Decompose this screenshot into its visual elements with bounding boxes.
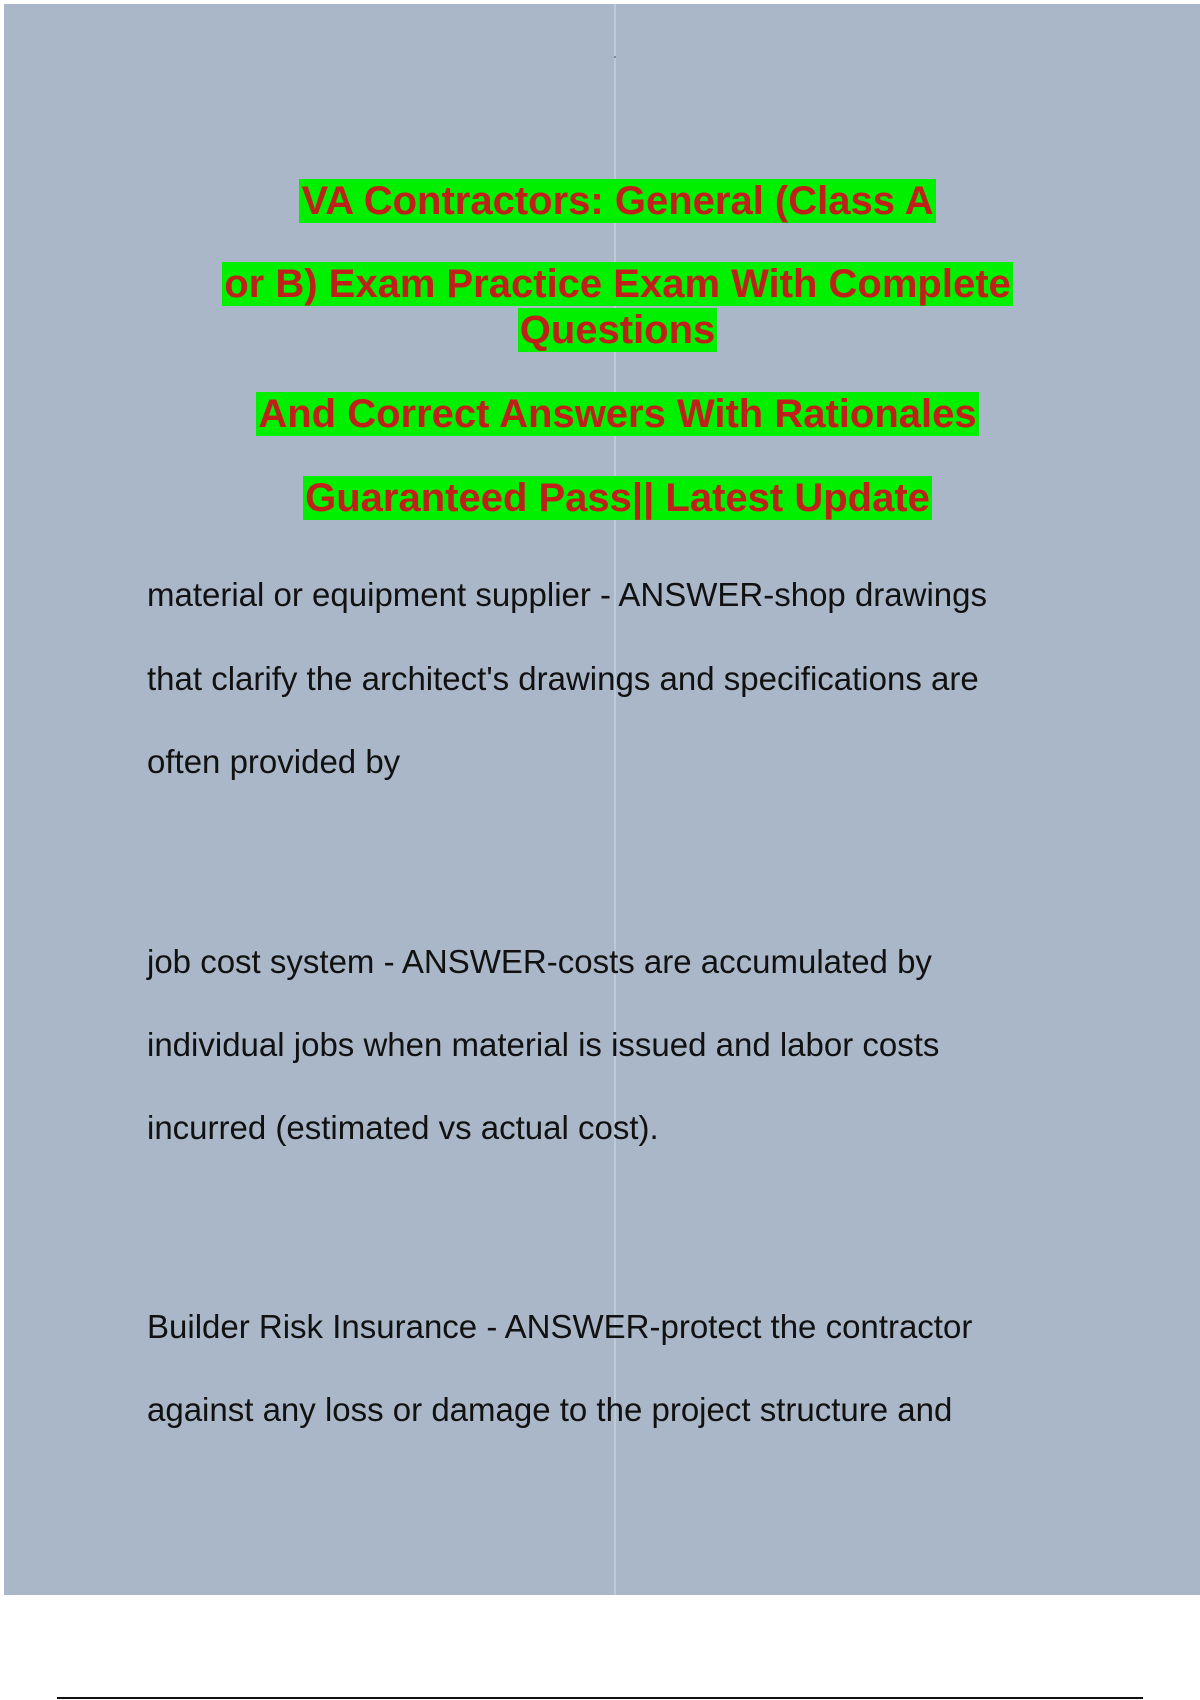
center-fold-line	[614, 4, 616, 1595]
entry-1-line-2: that clarify the architect's drawings and specifications are	[147, 660, 979, 697]
entry-3-line-1: Builder Risk Insurance - ANSWER-protect the contractor	[147, 1308, 973, 1345]
entry-3-line-2: against any loss or damage to the project structure and	[147, 1391, 953, 1428]
page-background-panel	[4, 4, 1200, 1595]
title-line-2	[0, 261, 1200, 307]
footer-divider	[57, 1697, 1143, 1699]
entry-2-line-3: incurred (estimated vs actual cost).	[147, 1109, 659, 1146]
entry-1-line-1: material or equipment supplier - ANSWER-shop drawings	[147, 576, 988, 613]
title-highlight: And Correct Answers With Rationales	[258, 392, 977, 436]
title-line-5	[0, 475, 1200, 521]
title-highlight: Questions	[519, 308, 716, 352]
title-line-1	[0, 178, 1200, 224]
title-line-3	[0, 307, 1200, 353]
title-highlight: VA Contractors: General (Class A	[301, 179, 934, 223]
top-mark	[614, 56, 616, 58]
entry-2-line-1: job cost system - ANSWER-costs are accumulated by	[147, 943, 932, 980]
entry-2-line-2: individual jobs when material is issued and labor costs	[147, 1026, 940, 1063]
title-highlight: Guaranteed Pass|| Latest Update	[305, 476, 930, 520]
title-highlight: or B) Exam Practice Exam With Complete	[224, 262, 1011, 306]
entry-1-line-3: often provided by	[147, 743, 401, 780]
title-line-4	[0, 391, 1200, 437]
